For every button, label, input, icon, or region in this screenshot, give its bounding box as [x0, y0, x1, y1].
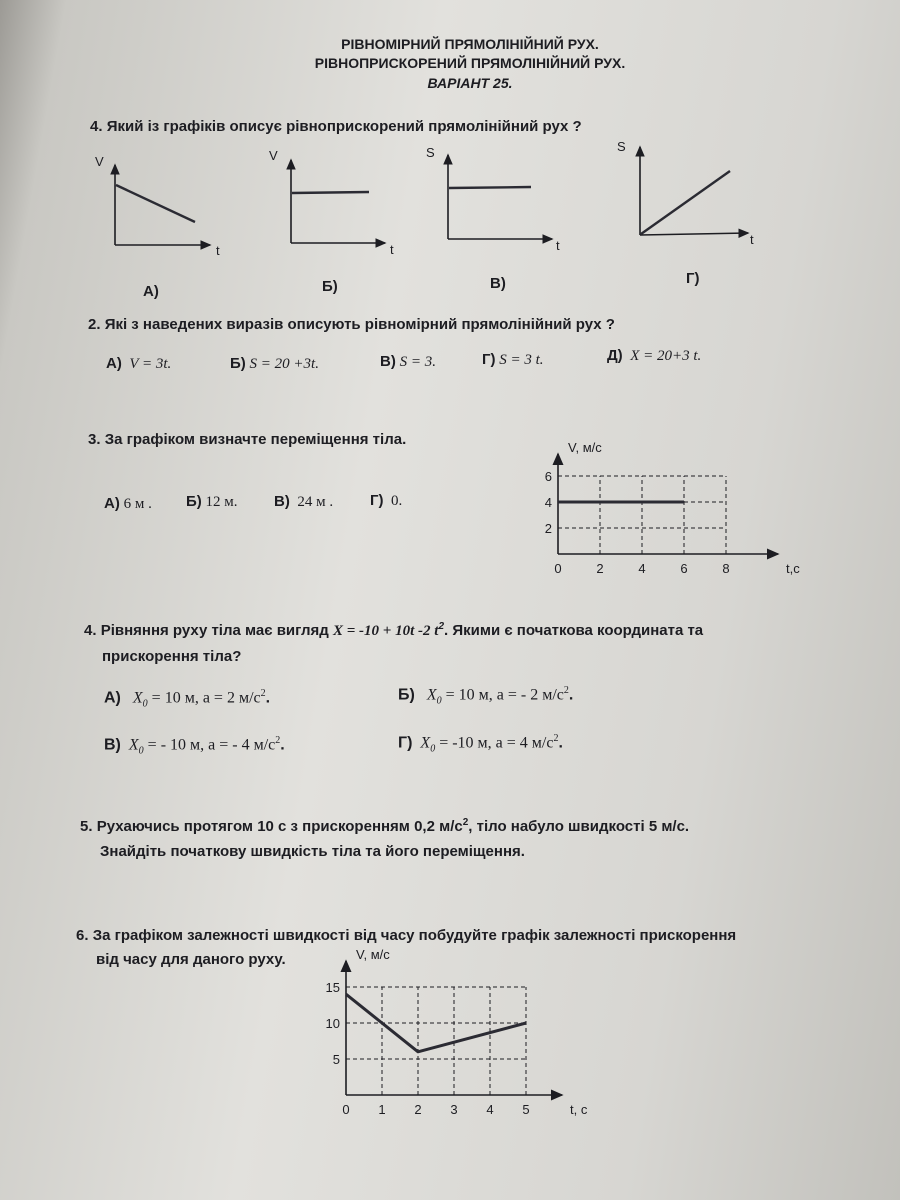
- series-line-0: [346, 994, 526, 1052]
- q4-text-b: . Якими є початкова координата та: [444, 622, 704, 639]
- q1-graphs: [0, 0, 900, 300]
- q3-option-b: Б) 12 м.: [186, 493, 238, 510]
- y-tick-label-1: 4: [544, 495, 552, 510]
- q1-graph-d: [617, 139, 754, 247]
- q3-prompt: [88, 431, 406, 448]
- q1-graph-c-xaxis: t: [556, 238, 560, 253]
- q6-prompt-line2: від часу для даного руху.: [96, 951, 286, 968]
- q6-number: 6.: [76, 927, 89, 944]
- q2-option-a: А) V = 3t.: [106, 355, 172, 372]
- q1-graph-a-line: [116, 185, 195, 222]
- y-axis-label: V, м/с: [568, 440, 602, 455]
- header-line-2: РІВНОПРИСКОРЕНИЙ ПРЯМОЛІНІЙНИЙ РУХ.: [314, 55, 626, 71]
- q1-graph-b-yaxis: V: [269, 148, 278, 163]
- q3-text: За графіком визначте переміщення тіла.: [104, 431, 407, 448]
- q4-text-a: Рівняння руху тіла має вигляд: [100, 622, 333, 639]
- header-line-1: РІВНОМІРНИЙ ПРЯМОЛІНІЙНИЙ РУХ.: [341, 36, 599, 52]
- x-tick-label-1: 1: [378, 1102, 386, 1117]
- y-tick-label-0: 5: [332, 1052, 340, 1067]
- q1-text: Який із графіків описує рівноприскорений прямолінійний рух ?: [106, 118, 582, 135]
- x-tick-label-1: 2: [596, 561, 604, 576]
- q2-text: Які з наведених виразів описують рівномірний прямолінійний рух ?: [104, 316, 615, 333]
- q5-prompt-line2: Знайдіть початкову швидкість тіла та його переміщення.: [100, 843, 525, 860]
- x-tick-label-5: 5: [522, 1102, 530, 1117]
- q3-number: 3.: [88, 431, 101, 448]
- y-tick-label-1: 10: [325, 1016, 340, 1031]
- q4-option-a: А) $X_0 = 10$ м, a = 2 $м/с^2$.: [104, 688, 271, 710]
- q3-option-c: В) 24 м .: [274, 493, 334, 510]
- x-tick-label-0: 0: [554, 561, 562, 576]
- q4-option-b: Б) $X_0 = 10$ м, a = - 2 $м/с^2$.: [398, 685, 574, 707]
- q1-option-c: В): [490, 275, 506, 292]
- q1-graph-c: [426, 145, 560, 253]
- x-tick-label-2: 4: [638, 561, 646, 576]
- x-tick-label-3: 6: [680, 561, 688, 576]
- q5-prompt-line1: 5. Рухаючись протягом 10 с з прискоренням 0,2 $м/с^2$, тіло набуло швидкості 5 м/с.: [80, 817, 690, 835]
- q4-number: 4.: [84, 622, 97, 639]
- q1-number: 4.: [90, 118, 103, 135]
- x-tick-label-4: 8: [722, 561, 730, 576]
- y-tick-label-2: 6: [544, 469, 552, 484]
- q2-option-b: Б) S = 20 +3t.: [230, 355, 319, 372]
- q5-number: 5.: [80, 818, 93, 835]
- q3-velocity-chart: [530, 420, 830, 590]
- header-variant: ВАРІАНТ 25.: [427, 75, 513, 91]
- x-tick-label-4: 4: [486, 1102, 494, 1117]
- q1-option-b: Б): [322, 278, 338, 295]
- q1-graph-b-xaxis: t: [390, 242, 394, 257]
- q3-option-d: Г) 0.: [370, 492, 403, 509]
- x-tick-label-2: 2: [414, 1102, 422, 1117]
- q4-prompt-line2: прискорення тіла?: [102, 648, 242, 665]
- x-axis-label: t, с: [570, 1102, 588, 1117]
- q2-number: 2.: [88, 316, 101, 333]
- x-tick-label-3: 3: [450, 1102, 458, 1117]
- q3-option-a: А) 6 м .: [104, 495, 152, 512]
- q4-option-d: Г) $X_0 = -10$ м, a = 4 $м/с^2$.: [398, 733, 563, 755]
- q4-option-c: В) $X_0$ = - 10 м, a = - 4 $м/с^2$.: [104, 735, 285, 757]
- q1-graph-d-xaxis: t: [750, 232, 754, 247]
- q6-prompt-line1: 6. За графіком залежності швидкості від часу побудуйте графік залежності прискорення: [76, 927, 737, 944]
- q1-graph-c-yaxis: S: [426, 145, 435, 160]
- q1-option-a: А): [143, 283, 159, 300]
- q1-option-d: Г): [686, 270, 700, 287]
- x-tick-label-0: 0: [342, 1102, 350, 1117]
- x-axis-label: t,с: [786, 561, 800, 576]
- q1-graph-b: [269, 148, 394, 257]
- q1-graph-d-yaxis: S: [617, 139, 626, 154]
- q2-prompt: [88, 316, 615, 333]
- q4-equation: X = -10 + 10t -2 t: [333, 623, 439, 639]
- q1-graph-b-line: [292, 192, 369, 193]
- y-tick-label-2: 15: [325, 980, 340, 995]
- q1-graph-d-line: [641, 171, 730, 234]
- q2-option-c: В) S = 3.: [380, 353, 436, 370]
- q1-graph-a-xaxis: t: [216, 243, 220, 258]
- q2-option-e: Д) X = 20+3 t.: [607, 347, 702, 364]
- y-axis-label: V, м/с: [356, 947, 390, 962]
- q1-graph-c-line: [449, 187, 531, 188]
- y-tick-label-0: 2: [544, 521, 552, 536]
- q4-prompt-line1: 4. Рівняння руху тіла має вигляд X = -10 + 10t -2 $t^2$. Якими є початкова координата та: [84, 621, 704, 639]
- q6-velocity-chart: [310, 945, 630, 1135]
- q2-option-d: Г) S = 3 t.: [482, 351, 544, 368]
- q1-graph-a-yaxis: V: [95, 154, 104, 169]
- q1-graph-a: [95, 154, 220, 258]
